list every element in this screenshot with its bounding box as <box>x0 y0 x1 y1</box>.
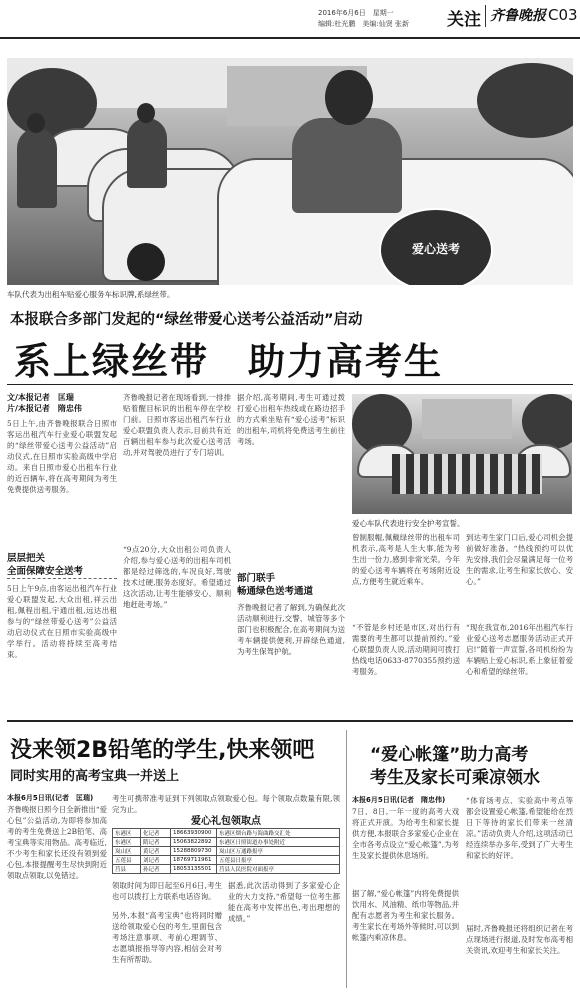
photo-wheel <box>127 243 165 281</box>
story3-col-1 <box>352 795 459 976</box>
story2-subhead: 同时实用的高考宝典一并送上 <box>10 769 180 784</box>
story2-headline: 没来领2B铅笔的学生,快来领吧 <box>10 738 315 763</box>
column-divider <box>346 730 347 988</box>
story3-para1: 7日、8日,一年一度的高考大戏将正式开演。为给考生和家长提供方便,本报联合多家爱心企业在全市各考点设立“爱心帐篷”,为考生及家长提供休息场所。 <box>352 807 459 860</box>
main-col-3 <box>237 392 345 718</box>
oath-photo <box>352 394 572 514</box>
story2-para2: 考生可携带准考证到下列领取点领取爱心包。每个领取点数量有限,领完为止。 <box>112 794 340 814</box>
sticker-text: 爱心送考 <box>411 242 460 256</box>
table-title: 爱心礼包领取点 <box>191 816 261 827</box>
photo-person <box>127 118 167 188</box>
col4-para1: 曾制服帽,佩戴绿丝带的出租车司机表示,高考是人生大事,能为考生出一份力,感到非常光荣。今年的爱心送考车辆将在考场附近设点,方便考生就近乘车。 <box>352 533 460 586</box>
section-title: 关注 <box>447 10 481 30</box>
photo-driver <box>292 118 402 213</box>
newspaper-logo: 齐鲁晚报 <box>490 8 546 24</box>
issue-date: 2016年6月6日 星期一 <box>318 9 394 17</box>
pickup-cell: 18053135501 <box>171 865 217 874</box>
pickup-row <box>113 856 340 865</box>
pickup-row <box>113 865 340 874</box>
pickup-cell: 18663930900 <box>171 829 217 838</box>
story2-table-box <box>112 793 340 874</box>
pickup-cell: 18769711961 <box>171 856 217 865</box>
main-col-1 <box>7 392 117 711</box>
story3-para3: “体育场考点、实验高中考点等都会设置爱心帐篷,希望能给在烈日下等待的家长们带来一丝清凉。”活动负责人介绍,这项活动已经连续举办多年,受到了广大考生和家长的好评。 <box>466 796 573 860</box>
byline-photographer: 片/本报记者 隋忠伟 <box>7 404 82 413</box>
story2-para1: 齐鲁晚报日照今日全新推出“爱心包”公益活动,为即将参加高考的考生免费送上2B铅笔、高考宝典等实用物品。高考临近,不少考生和家长还没有领到爱心包,本报提醒考生尽快到附近领取点领取,以免错过。 <box>7 805 107 880</box>
page-number: C03 <box>548 6 578 24</box>
taxi-ribbon-photo <box>7 58 573 285</box>
pickup-row <box>113 847 340 856</box>
story2-byline: 本报6月5日讯(记者 匡瑞) <box>7 794 94 802</box>
photo-tree <box>477 63 573 138</box>
main-col-5 <box>466 532 573 710</box>
story2-para3: 领取时间为即日起至6月6日,考生也可以拨打上方联系电话咨询。 <box>112 881 222 901</box>
col1-para2: 5日上午9点,由客运出租汽车行业爱心联盟发起,大众出租,祥云出租,佩程出租,宇通出租,远达出租参与的“绿丝带爱心送考”公益活动启动仪式在日照市实验高级中学举行。活动将持续至高考结束。 <box>7 584 117 659</box>
section-rule <box>7 720 573 722</box>
col3-para1: 据介绍,高考期间,考生可通过拨打爱心出租车热线或在路边招手的方式乘坐贴有“爱心送考”标识的出租车,司机将免费送考生前往考场。 <box>237 393 345 446</box>
photo-tree <box>522 394 572 449</box>
col2-para2: “9点20分,大众出租公司负责人介绍,参与爱心送考的出租车司机都是经过筛选的,车况良好,驾驶技术过硬,服务态度好。希望通过这次活动,让考生能够安心、顺利地赶赴考场。” <box>123 545 231 609</box>
pickup-cell: 东港区日照街道办事处附近 <box>217 838 340 847</box>
main-headline: 系上绿丝带 助力高考生 <box>14 340 443 383</box>
story2-col-2 <box>112 880 222 976</box>
issue-meta <box>318 8 409 30</box>
photo-person-head <box>27 113 45 133</box>
pickup-cell: 刘记者 <box>141 856 171 865</box>
pickup-cell: 岚山区 <box>113 847 141 856</box>
pickup-cell: 15288809730 <box>171 847 217 856</box>
pickup-cell: 莒县 <box>113 865 141 874</box>
pickup-cell: 莒县人民医院对面报亭 <box>217 865 340 874</box>
story2-para4: 另外,本报“高考宝典”也将同时赠送给领取爱心包的考生,里面包含考场注意事项、考前心理调节、志愿填报指导等内容,相信会对考生有所帮助。 <box>112 911 222 964</box>
photo-building <box>422 399 512 439</box>
pickup-row <box>113 829 340 838</box>
pickup-cell: 东港区 <box>113 829 141 838</box>
col3-para2: 齐鲁晚报记者了解到,为确保此次活动顺利进行,交警、城管等多个部门也积极配合,在高考期间为送考车辆提供便利,开辟绿色通道,为考生保驾护航。 <box>237 603 345 656</box>
story3-subhead: 考生及家长可乘凉领水 <box>370 768 540 788</box>
col1-subhead: 层层把关 全面保障安全送考 <box>7 552 117 579</box>
col5-para1: 到达考生家门口后,爱心司机会提前做好准备。“热线预约可以优先安排,我们会尽量满足每一位考生的需求,让考生和家长放心、安心。” <box>466 533 573 586</box>
main-col-2 <box>123 392 231 722</box>
pickup-cell: 黄记者 <box>141 847 171 856</box>
story2-para5: 据悉,此次活动得到了多家爱心企业的大力支持,“希望每一位考生都能在高考中发挥出色,考出理想的成绩。” <box>228 881 340 923</box>
story3-col-2 <box>466 795 573 973</box>
photo-person-head <box>137 103 155 123</box>
pickup-cell: 东港区 <box>113 838 141 847</box>
pickup-cell: 五莲县 <box>113 856 141 865</box>
story2-col-1 <box>7 793 107 988</box>
photo-driver-head <box>325 70 373 125</box>
service-sticker <box>379 208 493 285</box>
photo-person <box>17 128 57 208</box>
story2-col-3 <box>228 880 340 976</box>
main-kicker: 本报联合多部门发起的“绿丝带爱心送考公益活动”启动 <box>10 312 363 328</box>
col1-para1: 5日上午,由齐鲁晚报联合日照市客运出租汽车行业爱心联盟发起的“绿丝带爱心送考公益活动”启动仪式,在日照市实验高级中学启动。来自日照市爱心出租车行业的近百辆车,将在高考期间为考生免费提供送考服务。 <box>7 419 117 494</box>
byline-writer: 文/本报记者 匡瑞 <box>7 393 74 402</box>
story3-headline: “爱心帐篷”助力高考 <box>370 745 529 765</box>
photo2-caption: 爱心车队代表进行安全护考宣誓。 <box>352 519 465 528</box>
photo-crowd <box>392 454 542 494</box>
pickup-cell: 五莲县日报亭 <box>217 856 340 865</box>
col4-para2: “不管是乡村还是市区,对出行有需要的考生都可以提前预约。”爱心联盟负责人说,活动期间可拨打热线电话0633-8770355预约送考服务。 <box>352 623 460 676</box>
story3-para4: 届时,齐鲁晚报还将组织记者在考点现场进行报道,及时发布高考相关资讯,欢迎考生和家长关注。 <box>466 924 573 955</box>
pickup-table <box>112 828 340 874</box>
issue-editors: 编辑:杜光鹏 美编:仙贤 张新 <box>318 20 409 28</box>
main-col-4 <box>352 532 460 710</box>
pickup-cell: 15063822892 <box>171 838 217 847</box>
pickup-row <box>113 838 340 847</box>
header-rule <box>0 37 580 39</box>
col5-para2: “现在我宣布,2016年出租汽车行业爱心送考志愿服务活动正式开启!”随着一声宣誓,各司机纷纷为车辆贴上爱心标识,系上象征着爱心和希望的绿丝带。 <box>466 623 573 676</box>
pickup-cell: 东港区烟台路与海曲路交汇处 <box>217 829 340 838</box>
story3-para2: 据了解,“爱心帐篷”内将免费提供饮用水、风油精、纸巾等物品,并配有志愿者为考生和家长服务。考生家长在考场外等候时,可以到帐篷内乘凉休息。 <box>352 889 459 942</box>
pickup-cell: 岚山区万通路报亭 <box>217 847 340 856</box>
story3-byline: 本报6月5日讯(记者 隋忠伟) <box>352 796 446 804</box>
pickup-cell: 孙记者 <box>141 865 171 874</box>
header-divider <box>485 5 486 27</box>
pickup-cell: 隋记者 <box>141 838 171 847</box>
pickup-cell: 化记者 <box>141 829 171 838</box>
col2-para1: 齐鲁晚报记者在现场看到,一排排贴着醒目标识的出租车停在学校门前。日照市客运出租汽车行业爱心联盟负责人表示,目前共有近百辆出租车参与此次爱心送考活动,并对驾驶员进行了专门培训。 <box>123 393 231 457</box>
photo1-caption: 车队代表为出租车贴爱心服务车标识牌,系绿丝带。 <box>7 290 175 299</box>
headline-rule <box>7 384 573 385</box>
col3-subhead: 部门联手 畅通绿色送考通道 <box>237 573 314 597</box>
